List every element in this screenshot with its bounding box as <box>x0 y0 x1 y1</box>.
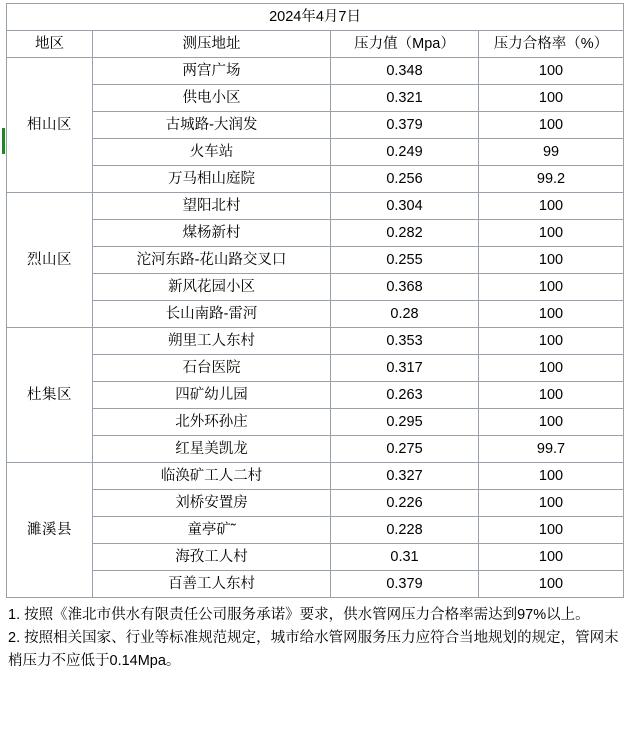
region-label: 濉溪县 <box>7 463 93 598</box>
address-cell: 北外环孙庄 <box>93 409 331 436</box>
address-cell: 煤杨新村 <box>93 220 331 247</box>
pass-rate-cell: 100 <box>479 463 624 490</box>
title-row <box>7 4 624 31</box>
table-row <box>7 193 624 220</box>
table-row <box>7 220 624 247</box>
pass-rate-cell: 100 <box>479 571 624 598</box>
pressure-value-cell: 0.249 <box>331 139 479 166</box>
pressure-value-cell: 0.348 <box>331 58 479 85</box>
pass-rate-cell: 100 <box>479 58 624 85</box>
pressure-value-cell: 0.255 <box>331 247 479 274</box>
column-header-pressure-value: 压力值（Mpa） <box>331 31 479 58</box>
address-cell: 望阳北村 <box>93 193 331 220</box>
pass-rate-cell: 100 <box>479 247 624 274</box>
pass-rate-cell: 100 <box>479 301 624 328</box>
pass-rate-cell: 100 <box>479 328 624 355</box>
pass-rate-cell: 100 <box>479 112 624 139</box>
pressure-value-cell: 0.228 <box>331 517 479 544</box>
table-row <box>7 517 624 544</box>
footnotes <box>6 604 623 673</box>
column-header-address: 测压地址 <box>93 31 331 58</box>
column-header-pass-rate: 压力合格率（%） <box>479 31 624 58</box>
pressure-value-cell: 0.31 <box>331 544 479 571</box>
table-row <box>7 436 624 463</box>
address-cell: 火车站 <box>93 139 331 166</box>
address-cell: 四矿幼儿园 <box>93 382 331 409</box>
table-row <box>7 139 624 166</box>
table-row <box>7 544 624 571</box>
table-row <box>7 247 624 274</box>
column-header-region: 地区 <box>7 31 93 58</box>
pass-rate-cell: 100 <box>479 220 624 247</box>
pressure-value-cell: 0.226 <box>331 490 479 517</box>
pressure-value-cell: 0.295 <box>331 409 479 436</box>
pass-rate-cell: 100 <box>479 85 624 112</box>
pressure-value-cell: 0.321 <box>331 85 479 112</box>
pass-rate-cell: 100 <box>479 409 624 436</box>
pass-rate-cell: 100 <box>479 355 624 382</box>
table-row <box>7 355 624 382</box>
pressure-value-cell: 0.28 <box>331 301 479 328</box>
address-cell: 红星美凯龙 <box>93 436 331 463</box>
pressure-value-cell: 0.256 <box>331 166 479 193</box>
pass-rate-cell: 100 <box>479 382 624 409</box>
pass-rate-cell: 99.2 <box>479 166 624 193</box>
pressure-value-cell: 0.275 <box>331 436 479 463</box>
address-cell: 供电小区 <box>93 85 331 112</box>
table-row <box>7 409 624 436</box>
pressure-value-cell: 0.353 <box>331 328 479 355</box>
table-row <box>7 328 624 355</box>
pressure-value-cell: 0.327 <box>331 463 479 490</box>
pressure-value-cell: 0.282 <box>331 220 479 247</box>
table-row <box>7 274 624 301</box>
address-cell: 沱河东路-花山路交叉口 <box>93 247 331 274</box>
address-cell: 新风花园小区 <box>93 274 331 301</box>
table-row <box>7 58 624 85</box>
pressure-value-cell: 0.379 <box>331 112 479 139</box>
table-row <box>7 382 624 409</box>
address-cell: 临涣矿工人二村 <box>93 463 331 490</box>
footnote-2: 2. 按照相关国家、行业等标准规范规定，城市给水管网服务压力应符合当地规划的规定，管网末梢压力不应低于0.14Mpa。 <box>8 630 619 669</box>
pass-rate-cell: 100 <box>479 490 624 517</box>
address-cell: 两宫广场 <box>93 58 331 85</box>
left-edge-marker <box>2 128 5 154</box>
table-row <box>7 490 624 517</box>
footnote-1: 1. 按照《淮北市供水有限责任公司服务承诺》要求，供水管网压力合格率需达到97%以上。 <box>8 607 590 623</box>
table-row <box>7 112 624 139</box>
address-cell: 长山南路-雷河 <box>93 301 331 328</box>
pass-rate-cell: 100 <box>479 274 624 301</box>
pressure-table <box>6 3 624 598</box>
region-label: 烈山区 <box>7 193 93 328</box>
address-cell: 朔里工人东村 <box>93 328 331 355</box>
address-cell: 石台医院 <box>93 355 331 382</box>
address-cell: 古城路-大润发 <box>93 112 331 139</box>
header-row <box>7 31 624 58</box>
pass-rate-cell: 100 <box>479 544 624 571</box>
table-row <box>7 571 624 598</box>
pressure-value-cell: 0.304 <box>331 193 479 220</box>
table-row <box>7 463 624 490</box>
pressure-value-cell: 0.368 <box>331 274 479 301</box>
report-title: 2024年4月7日 <box>7 4 624 31</box>
region-label: 杜集区 <box>7 328 93 463</box>
pressure-report-sheet <box>0 3 628 747</box>
pressure-value-cell: 0.379 <box>331 571 479 598</box>
pass-rate-cell: 99.7 <box>479 436 624 463</box>
address-cell: 刘桥安置房 <box>93 490 331 517</box>
pressure-value-cell: 0.263 <box>331 382 479 409</box>
pass-rate-cell: 100 <box>479 193 624 220</box>
table-row <box>7 301 624 328</box>
pressure-value-cell: 0.317 <box>331 355 479 382</box>
table-row <box>7 85 624 112</box>
region-label: 相山区 <box>7 58 93 193</box>
pass-rate-cell: 100 <box>479 517 624 544</box>
table-row <box>7 166 624 193</box>
address-cell: 海孜工人村 <box>93 544 331 571</box>
address-cell: 万马相山庭院 <box>93 166 331 193</box>
address-cell: 童亭矿˜ <box>93 517 331 544</box>
address-cell: 百善工人东村 <box>93 571 331 598</box>
pass-rate-cell: 99 <box>479 139 624 166</box>
